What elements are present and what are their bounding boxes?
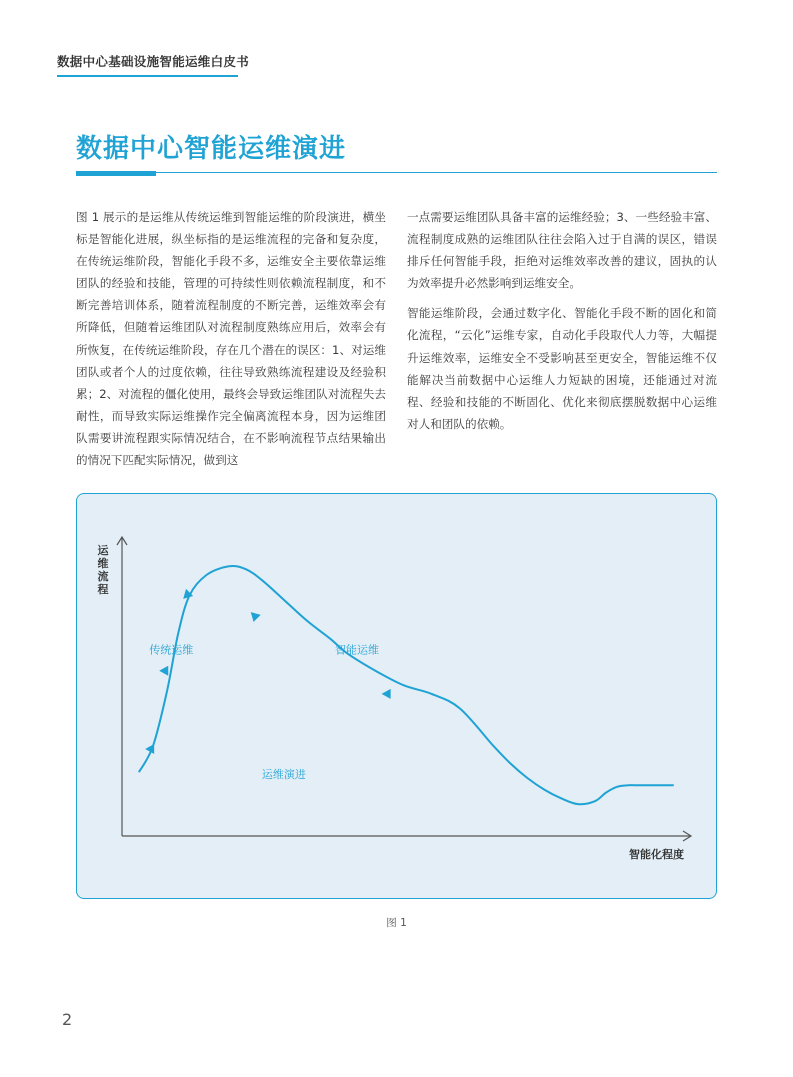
section-title-rule — [76, 172, 717, 173]
evolution-curve — [139, 566, 674, 804]
section-title: 数据中心智能运维演进 — [76, 134, 347, 164]
figure-caption: 图 1 — [386, 917, 407, 929]
direction-arrow-icon — [382, 689, 391, 699]
body-right-column — [407, 206, 717, 435]
header-title: 数据中心基础设施智能运维白皮书 — [57, 54, 250, 69]
chart-annotation: 运维演进 — [261, 768, 306, 781]
body-paragraph: 智能运维阶段，会通过数字化、智能化手段不断的固化和简化流程，“云化”运维专家，自动化手段取代人力等，大幅提升运维效率，运维安全不受影响甚至更安全，智能运维不仅能解决当前数据中心运维人力短缺的困境，还能通过对流程、经验和技能的不断固化、优化来彻底摆脱数据中心运维对人和团队的依赖。 — [407, 306, 717, 431]
figure-panel — [76, 493, 717, 899]
body-left-column — [76, 206, 386, 471]
section-title-accent-bar — [76, 171, 156, 176]
body-paragraph: 一点需要运维团队具备丰富的运维经验；3、一些经验丰富、流程制度成熟的运维团队往往会陷入过于自满的误区，错误排斥任何智能手段，拒绝对运维效率改善的建议，固执的认为效率提升必然影响到运维安全。 — [407, 210, 717, 291]
chart-annotation: 传统运维 — [149, 643, 194, 657]
evolution-chart — [77, 494, 718, 900]
direction-arrow-icon — [159, 666, 168, 676]
direction-arrow-icon — [247, 609, 260, 622]
chart-annotation: 智能运维 — [335, 643, 380, 657]
page-number: 2 — [62, 1010, 73, 1029]
body-paragraph: 图 1 展示的是运维从传统运维到智能运维的阶段演进，横坐标是智能化进展，纵坐标指的是运维流程的完备和复杂度，在传统运维阶段，智能化手段不多，运维安全主要依靠运维团队的经验和技能，管理的可持续性则依赖流程制度，和不断完善培训体系，随着流程制度的不断完善，运维效率会有所降低，但随着运维团队对流程制度熟练应用后，效率会有所恢复，在传统运维阶段，存在几个潜在的误区：1、对运维团队或者个人的过度依赖，往往导致熟练流程建设及经验积累；2、对流程的僵化使用，最终会导致运维团队对流程失去耐性，而导致实际运维操作完全偏离流程本身，因为运维团队需要讲流程跟实际情况结合，在不影响流程节点结果输出的情况下匹配实际情况，做到这 — [76, 210, 386, 468]
header-rule — [57, 75, 238, 77]
x-axis-label: 智能化程度 — [629, 848, 684, 861]
y-axis-label: 运维流程 — [97, 544, 109, 596]
